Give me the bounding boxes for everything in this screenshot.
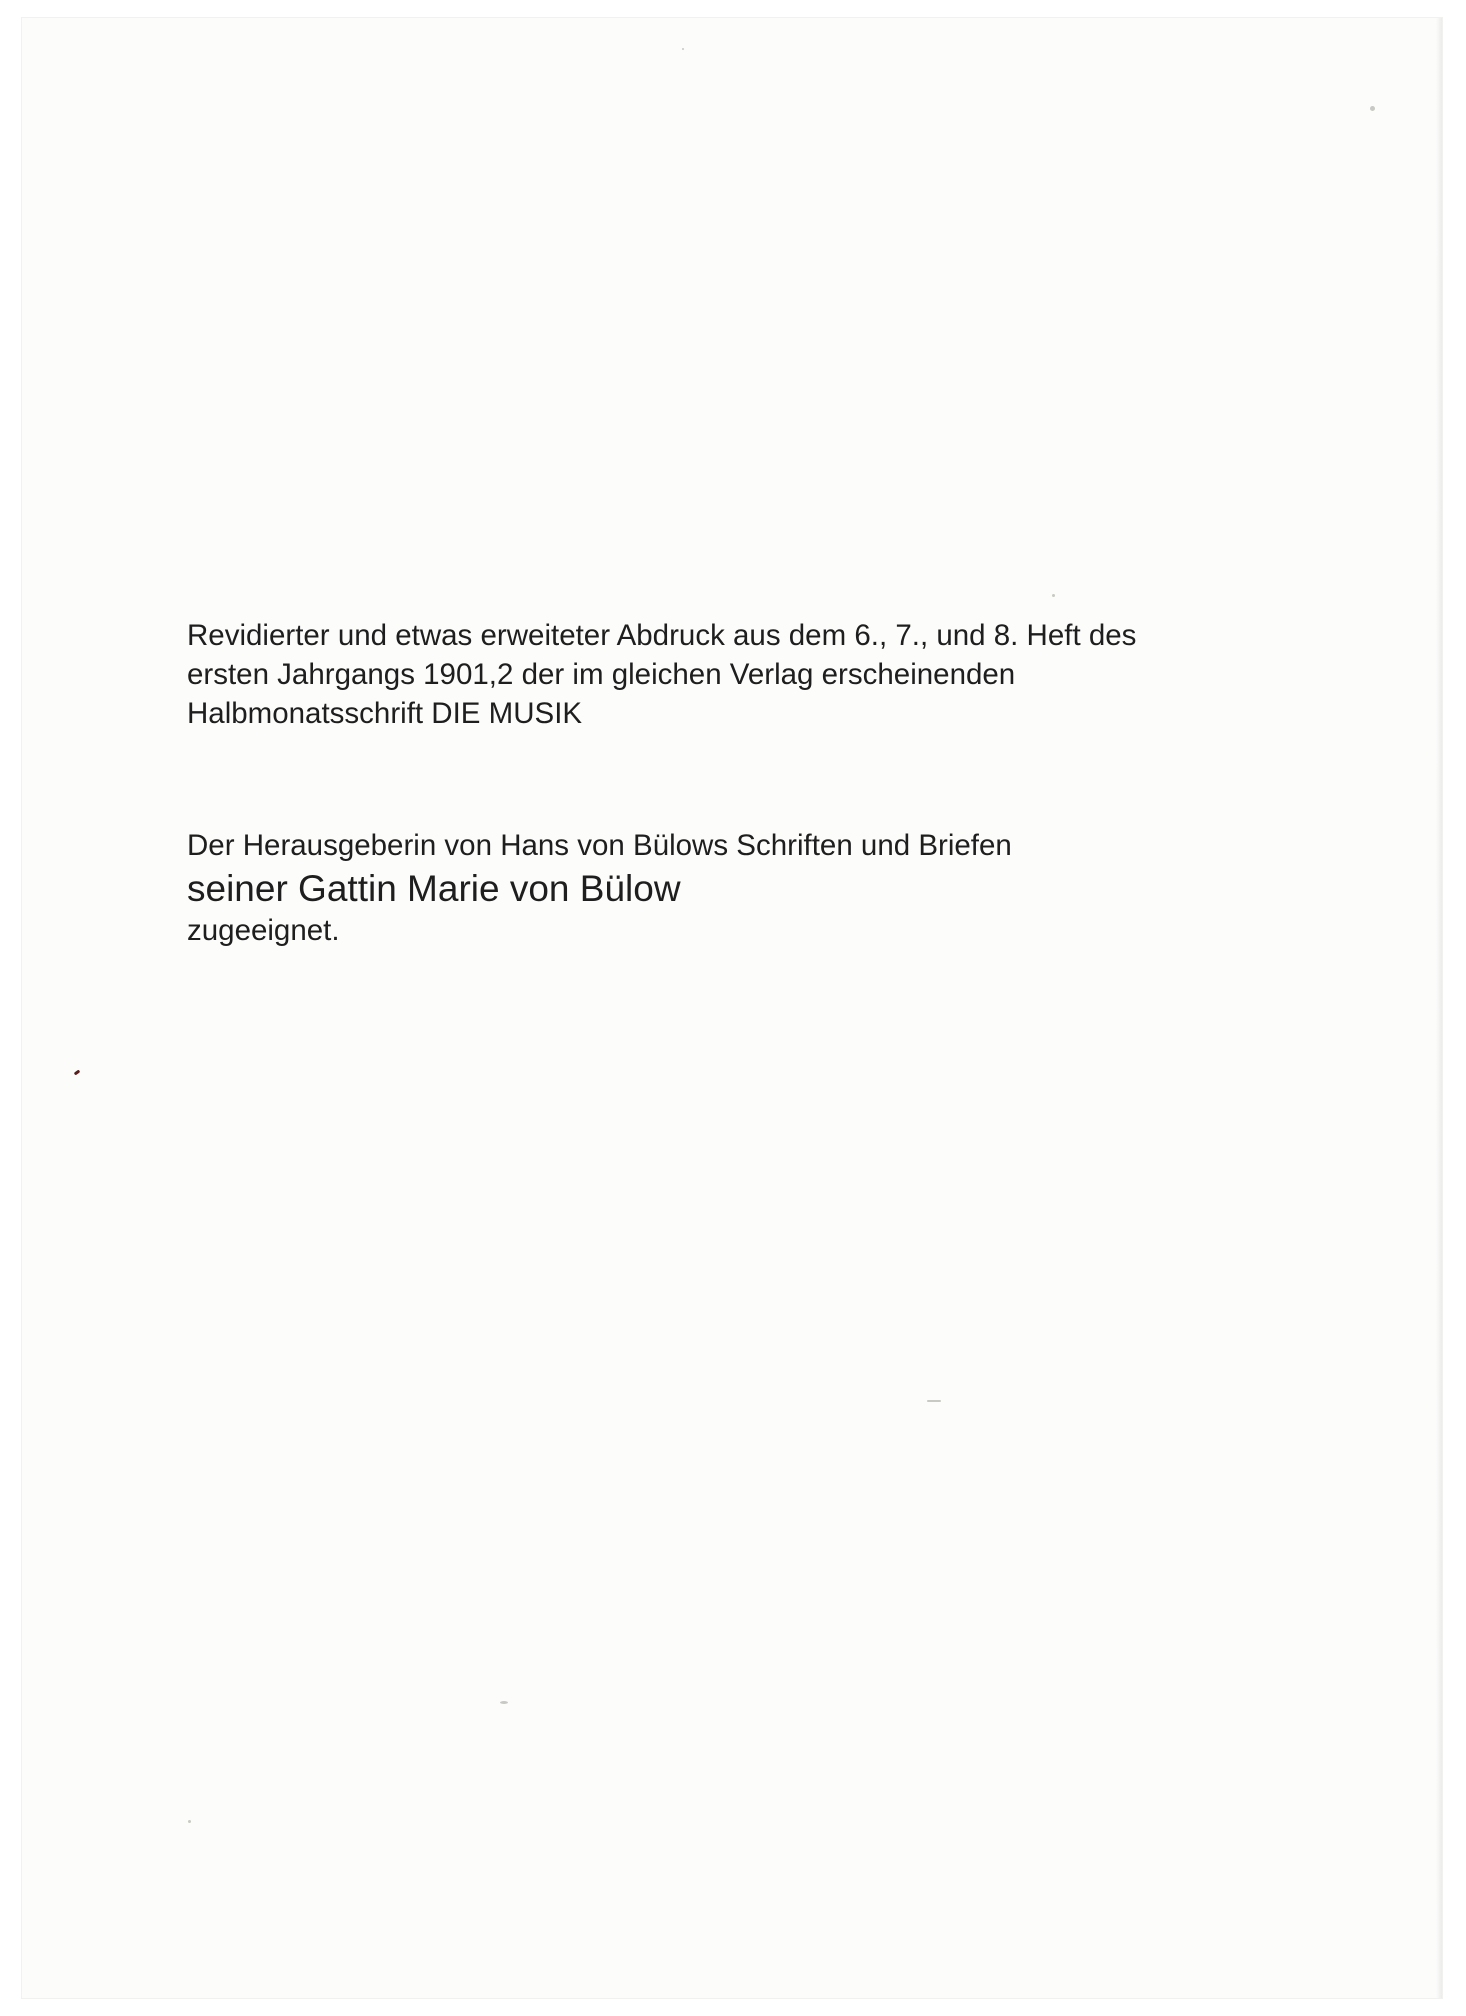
scan-speck — [1052, 594, 1055, 597]
scanned-page — [22, 18, 1442, 1998]
reprint-notice — [187, 616, 1307, 733]
scan-speck — [1370, 106, 1375, 111]
scan-speck — [500, 1701, 508, 1704]
dedication — [187, 826, 1307, 949]
scan-speck — [927, 1400, 941, 1402]
dedication-intro: Der Herausgeberin von Hans von Bülows Schriften und Briefen — [187, 829, 1012, 862]
reprint-notice-line: ersten Jahrgangs 1901,2 der im gleichen Verlag erscheinenden — [187, 658, 1016, 691]
reprint-notice-line: Revidierter und etwas erweiteter Abdruck aus dem 6., 7., und 8. Heft des — [187, 619, 1137, 652]
scan-speck — [188, 1820, 191, 1823]
dedication-closing: zugeeignet. — [187, 914, 340, 947]
reprint-notice-line: Halbmonatsschrift DIE MUSIK — [187, 697, 583, 730]
scan-speck — [74, 1070, 81, 1076]
page-edge-shadow — [1436, 18, 1442, 1998]
dedicatee-name: seiner Gattin Marie von Bülow — [187, 868, 681, 909]
scan-speck — [682, 48, 684, 50]
